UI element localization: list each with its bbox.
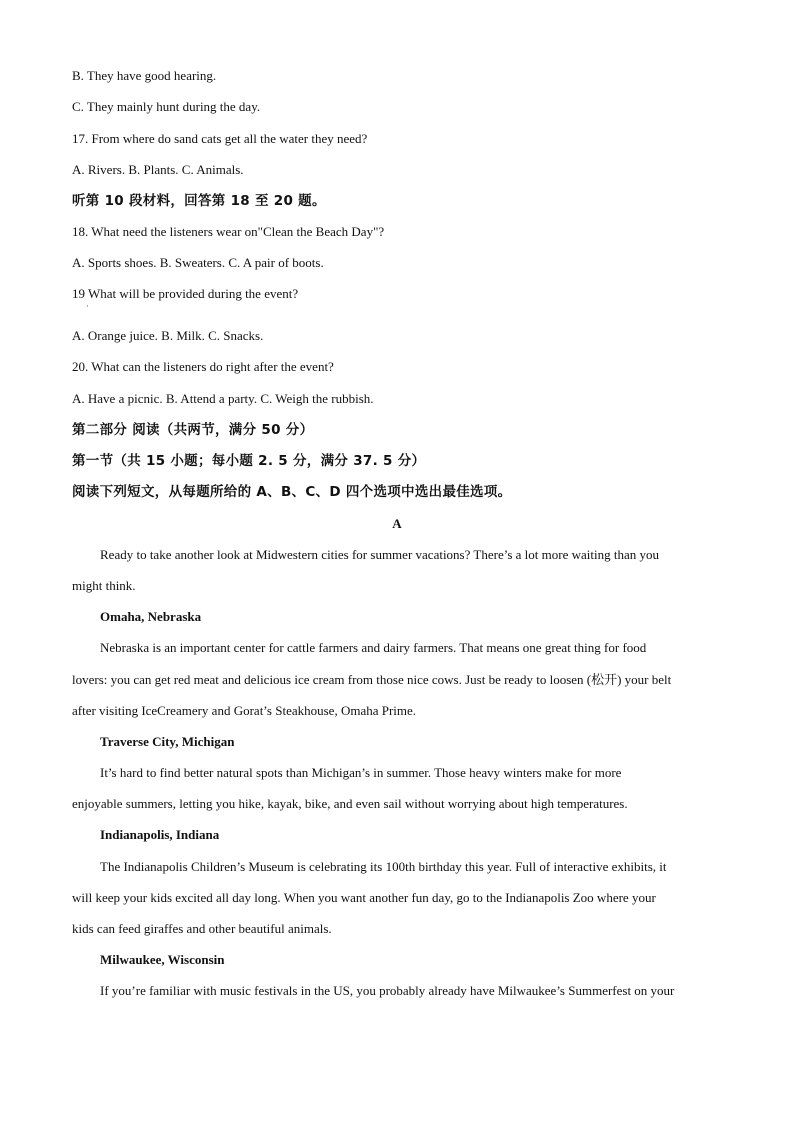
reading-instructions: 阅读下列短文，从每题所给的 A、B、C、D 四个选项中选出最佳选项。 [72, 484, 512, 500]
q16-option-c: C. They mainly hunt during the day. [72, 99, 261, 114]
stray-dot: · [86, 302, 89, 311]
traverse-heading: Traverse City, Michigan [100, 734, 235, 749]
q19-question: 19 What will be provided during the event? [72, 286, 299, 301]
reading-section-title: 第一节（共 15 小题；每小题 2. 5 分，满分 37. 5 分） [72, 453, 426, 469]
q20-question: 20. What can the listeners do right after the event? [72, 359, 334, 374]
milwaukee-line-1: If you’re familiar with music festivals in the US, you probably already have Milwaukee’s Summerfest on your [100, 983, 675, 998]
passage-label: A [392, 516, 402, 531]
milwaukee-heading: Milwaukee, Wisconsin [100, 952, 225, 967]
q20-options: A. Have a picnic. B. Attend a party. C. Weigh the rubbish. [72, 391, 374, 406]
q19-options: A. Orange juice. B. Milk. C. Snacks. [72, 328, 264, 343]
q17-question: 17. From where do sand cats get all the water they need? [72, 131, 368, 146]
reading-part-title: 第二部分 阅读（共两节，满分 50 分） [72, 422, 314, 438]
intro-line-2: might think. [72, 578, 136, 593]
omaha-line-1: Nebraska is an important center for cattle farmers and dairy farmers. That means one great thing for food [100, 640, 647, 655]
indy-heading: Indianapolis, Indiana [100, 827, 220, 842]
q17-options: A. Rivers. B. Plants. C. Animals. [72, 162, 244, 177]
omaha-heading: Omaha, Nebraska [100, 609, 202, 624]
q18-options: A. Sports shoes. B. Sweaters. C. A pair of boots. [72, 255, 324, 270]
q16-option-b: B. They have good hearing. [72, 68, 217, 83]
section-10-heading: 听第 10 段材料，回答第 18 至 20 题。 [72, 193, 326, 209]
omaha-line-3: after visiting IceCreamery and Gorat’s Steakhouse, Omaha Prime. [72, 703, 417, 718]
intro-line-1: Ready to take another look at Midwestern cities for summer vacations? There’s a lot more waiting than you [100, 547, 659, 562]
indy-line-1: The Indianapolis Children’s Museum is celebrating its 100th birthday this year. Full of interactive exhibits, it [100, 859, 667, 874]
traverse-line-1: It’s hard to find better natural spots than Michigan’s in summer. Those heavy winters make for more [100, 765, 622, 780]
omaha-line-2: lovers: you can get red meat and delicious ice cream from those nice cows. Just be ready to loosen (松开) your belt [72, 672, 672, 687]
indy-line-2: will keep your kids excited all day long. When you want another fun day, go to the Indianapolis Zoo where your [72, 890, 656, 905]
traverse-line-2: enjoyable summers, letting you hike, kayak, bike, and even sail without worrying about high temperatures. [72, 796, 628, 811]
indy-line-3: kids can feed giraffes and other beautiful animals. [72, 921, 332, 936]
q18-question: 18. What need the listeners wear on"Clean the Beach Day"? [72, 224, 385, 239]
